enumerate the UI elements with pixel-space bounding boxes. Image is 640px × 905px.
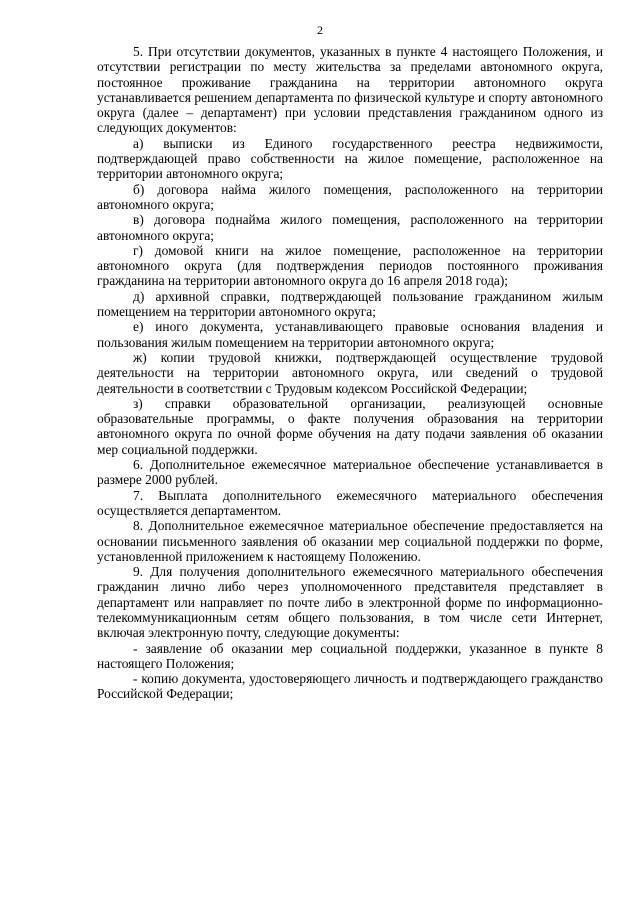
- paragraph-5z: з) справки образовательной организации, реализующей основные образовательные программы, о факте получения образования на территории автономного округа по очной форме обучения на дату подачи заявления об оказании мер социальной поддержки.: [97, 395, 603, 457]
- paragraph-9: 9. Для получения дополнительного ежемесячного материального обеспечения гражданин лично либо через уполномоченного представителя представляет в департамент или направляет по почте либо в электронной форме по информационно-телекоммуникационным сетям общего пользования, в том числе сети Интернет, включая электронную почту, следующие документы:: [97, 564, 603, 641]
- paragraph-7: 7. Выплата дополнительного ежемесячного материального обеспечения осуществляется департаментом.: [97, 487, 603, 518]
- paragraph-5d: д) архивной справки, подтверждающей пользование гражданином жилым помещением на территории автономного округа;: [97, 288, 603, 320]
- document-body: [97, 44, 603, 702]
- list-item-application: - заявление об оказании мер социальной поддержки, указанное в пункте 8 настоящего Положения;: [97, 640, 603, 671]
- paragraph-5zh: ж) копии трудовой книжки, подтверждающей осуществление трудовой деятельности на территории автономного округа, или сведений о трудовой деятельности в соответствии с Трудовым кодексом Российской Федерации;: [97, 349, 603, 396]
- list-item-identity-document: - копию документа, удостоверяющего личность и подтверждающего гражданство Российской Федерации;: [97, 671, 603, 702]
- paragraph-5v: в) договора поднайма жилого помещения, расположенного на территории автономного округа;: [97, 212, 603, 243]
- paragraph-5: 5. При отсутствии документов, указанных в пункте 4 настоящего Положения, и отсутствии регистрации по месту жительства за пределами автономного округа, постоянное проживание гражданина на территории автономного округа устанавливается решением департамента по физической культуре и спорту автономного округа (далее – департамент) при условии представления гражданином одного из следующих документов:: [97, 44, 603, 136]
- page-number: 2: [317, 23, 323, 37]
- paragraph-6: 6. Дополнительное ежемесячное материальное обеспечение устанавливается в размере 2000 рублей.: [97, 457, 603, 488]
- paragraph-5b: б) договора найма жилого помещения, расположенного на территории автономного округа;: [97, 181, 603, 212]
- paragraph-5e: е) иного документа, устанавливающего правовые основания владения и пользования жилым помещением на территории автономного округа;: [97, 319, 603, 350]
- paragraph-8: 8. Дополнительное ежемесячное материальное обеспечение предоставляется на основании письменного заявления об оказании мер социальной поддержки по форме, установленной приложением к настоящему Положению.: [97, 518, 603, 564]
- paragraph-5a: а) выписки из Единого государственного реестра недвижимости, подтверждающей право собственности на жилое помещение, расположенное на территории автономного округа;: [97, 135, 603, 182]
- paragraph-5g: г) домовой книги на жилое помещение, расположенное на территории автономного округа (для подтверждения периодов постоянного проживания гражданина на территории автономного округа до 16 апреля 2018 года);: [97, 242, 603, 289]
